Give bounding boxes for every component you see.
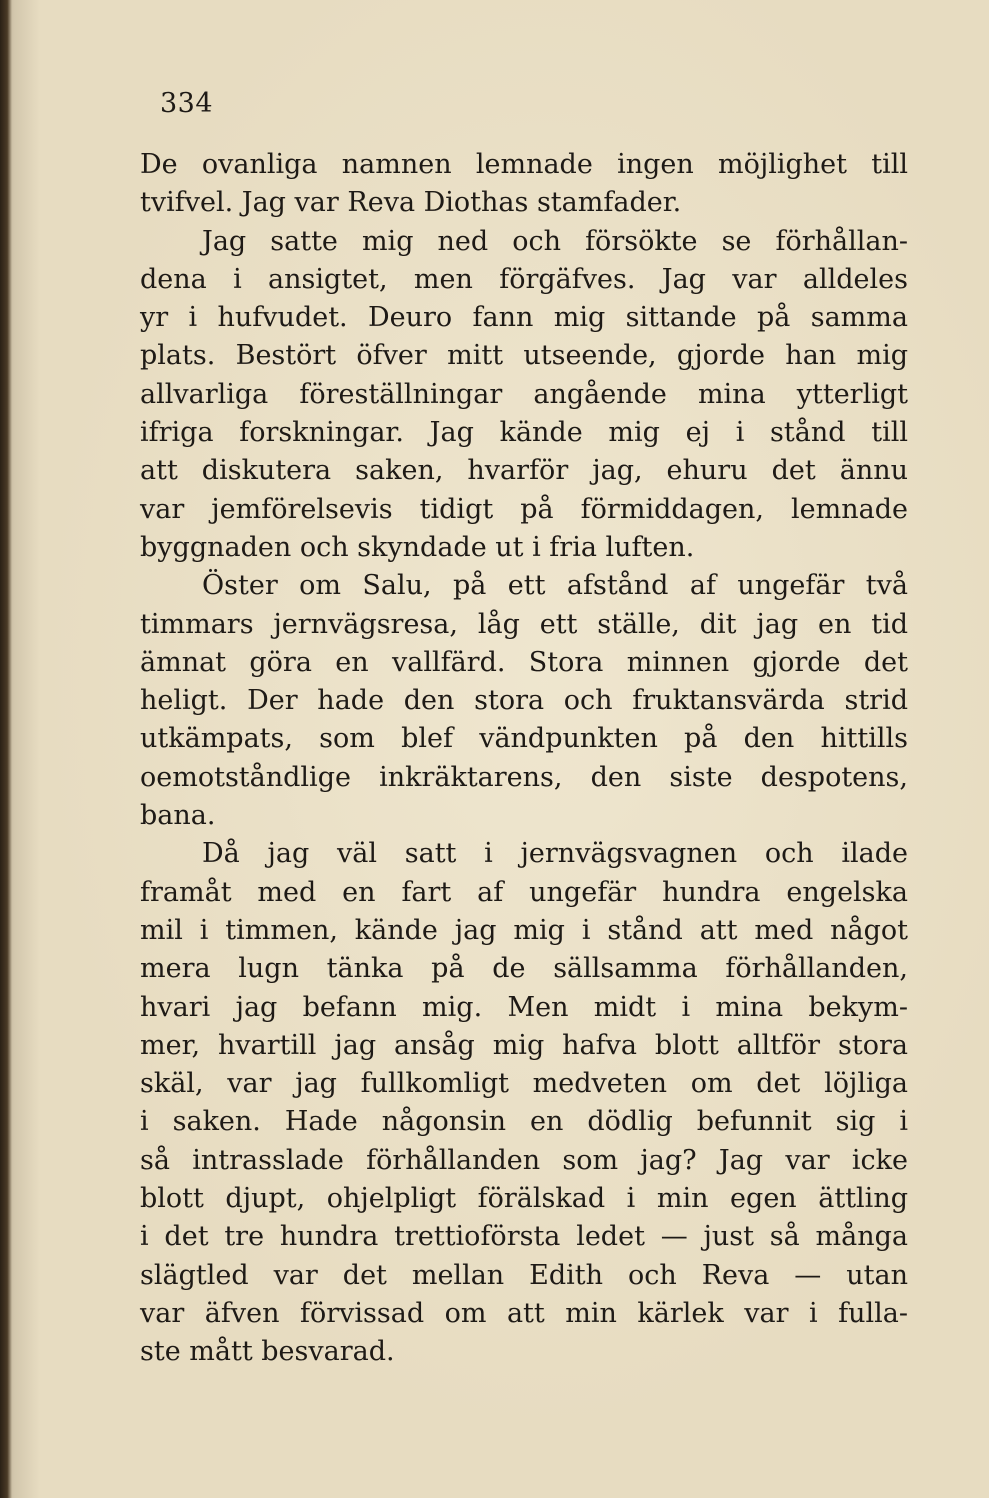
text-line: mera lugn tänka på de sällsamma förhållanden, [140,953,908,985]
text-line: ifriga forskningar. Jag kände mig ej i stånd till [140,417,908,449]
book-spine-shadow [0,0,12,1498]
text-line: mer, hvartill jag ansåg mig hafva blott alltför stora [140,1029,908,1061]
text-line: i det tre hundra trettioförsta ledet — just så många [140,1221,908,1253]
text-line: i saken. Hade någonsin en dödlig befunnit sig i [140,1106,908,1138]
text-line: var jemförelsevis tidigt på förmiddagen, lemnade [140,493,908,525]
text-line: byggnaden och skyndade ut i fria luften. [140,531,695,563]
text-line: skäl, var jag fullkomligt medveten om det löjliga [140,1068,908,1100]
text-line: att diskutera saken, hvarför jag, ehuru det ännu [140,455,908,487]
text-line: bana. [140,800,216,832]
text-line: heligt. Der hade den stora och fruktansvärda strid [140,685,908,717]
text-line: plats. Bestört öfver mitt utseende, gjorde han mig [140,340,908,372]
text-line: slägtled var det mellan Edith och Reva — utan [140,1259,908,1291]
text-line: Öster om Salu, på ett afstånd af ungefär två [202,570,908,602]
text-line: timmars jernvägsresa, låg ett ställe, dit jag en tid [140,608,908,640]
text-line: ste mått besvarad. [140,1336,395,1368]
text-line: oemotståndlige inkräktarens, den siste despotens, [140,761,908,793]
page-number: 334 [160,88,214,119]
text-line: Då jag väl satt i jernvägsvagnen och ilade [202,838,908,870]
text-line: mil i timmen, kände jag mig i stånd att med något [140,914,908,946]
text-line: hvari jag befann mig. Men midt i mina bekym- [140,991,908,1023]
text-line: ämnat göra en vallfärd. Stora minnen gjorde det [140,646,908,678]
text-line: allvarliga föreställningar angående mina ytterligt [140,378,908,410]
text-line: dena i ansigtet, men förgäfves. Jag var alldeles [140,263,908,295]
text-line: utkämpats, som blef vändpunkten på den hittills [140,723,908,755]
text-line: blott djupt, ohjelpligt förälskad i min egen ättling [140,1183,908,1215]
text-line: De ovanliga namnen lemnade ingen möjlighet till [140,149,908,180]
text-line: Jag satte mig ned och försökte se förhållan- [202,225,908,257]
text-line: så intrasslade förhållanden som jag? Jag var icke [140,1144,908,1176]
text-line: var äfven förvissad om att min kärlek var i fulla- [140,1297,908,1329]
text-line: tvifvel. Jag var Reva Diothas stamfader. [140,187,682,219]
text-line: yr i hufvudet. Deuro fann mig sittande på samma [140,302,908,334]
body-text [140,146,908,1372]
text-line: framåt med en fart af ungefär hundra engelska [140,876,908,908]
